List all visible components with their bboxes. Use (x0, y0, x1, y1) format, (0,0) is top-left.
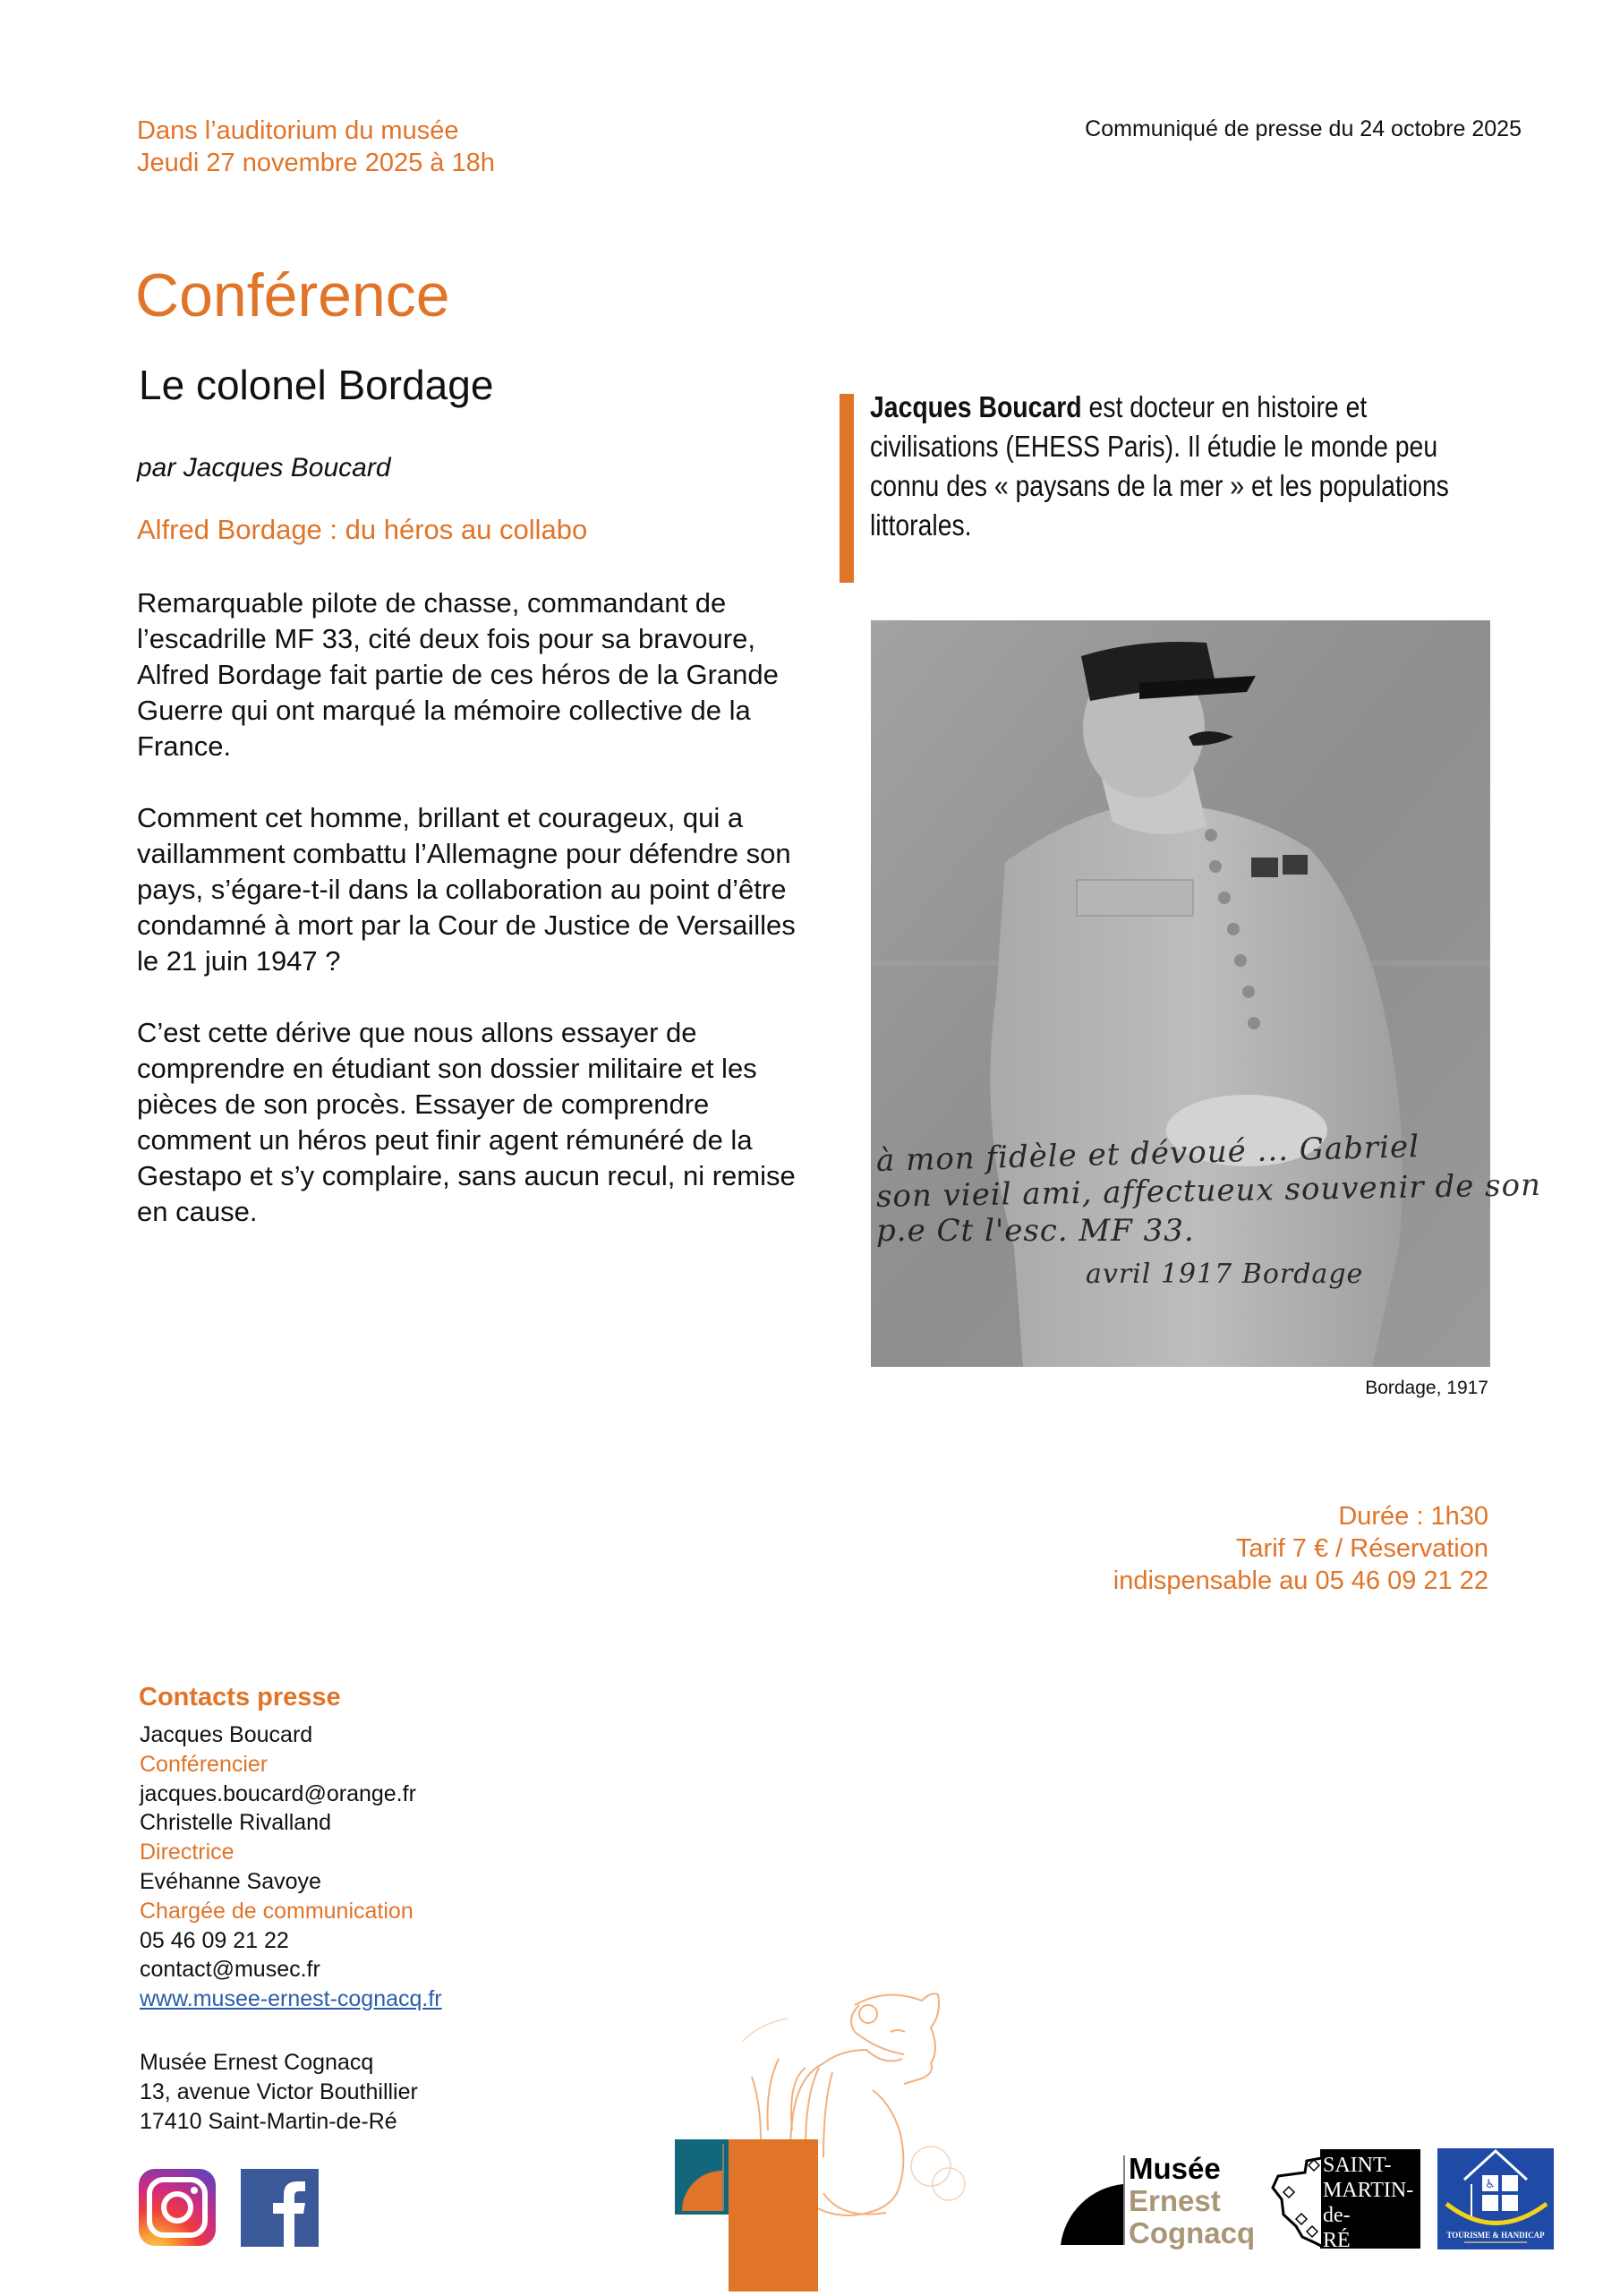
contact-role: Directrice (140, 1839, 234, 1865)
logo-word: de- (1323, 2204, 1351, 2227)
logo-word: SAINT- (1323, 2154, 1392, 2177)
logo-musee-ernest-cognacq (1059, 2147, 1256, 2249)
contacts-list (140, 1720, 442, 2014)
contact-email[interactable]: contact@musec.fr (140, 1957, 320, 1983)
monkey-drawing-emblem (662, 1978, 1002, 2292)
logo-tourisme-handicap (1437, 2148, 1554, 2249)
logo-word: MARTIN- (1323, 2179, 1414, 2202)
body-text (137, 585, 799, 1266)
svg-text:♿: ♿ (1485, 2178, 1496, 2191)
logo-tourisme-text: TOURISME & HANDICAP (1446, 2231, 1545, 2240)
bio-accent-bar (840, 394, 854, 583)
facebook-glyph (241, 2169, 319, 2247)
photo-inscription-line: p.e Ct l'esc. MF 33. (876, 1213, 1195, 1249)
speaker-line: par Jacques Boucard (137, 453, 391, 482)
booking-phone: indispensable au 05 46 09 21 22 (1113, 1566, 1488, 1595)
address-line: 13, avenue Victor Bouthillier (140, 2078, 418, 2104)
logo-stmartin-mark (1271, 2147, 1423, 2250)
logo-tourisme-mark (1437, 2148, 1554, 2249)
paragraph: Comment cet homme, brillant et courageux, qui a vaillamment combattu l’Allemagne pour défendre son pays, s’égare-t-il dans la collaboration au point d’être condamné à mort par la Cour de Justice de Versailles le 21 juin 1947 ? (137, 802, 796, 977)
venue-line: Dans l’auditorium du musée (137, 116, 459, 145)
address-line: Musée Ernest Cognacq (140, 2050, 374, 2075)
date-line: Jeudi 27 novembre 2025 à 18h (137, 149, 495, 177)
contact-name: Jacques Boucard (140, 1722, 313, 1747)
contact-phone: 05 46 09 21 22 (140, 1927, 289, 1953)
paragraph: Remarquable pilote de chasse, commandant de l’escadrille MF 33, cité deux fois pour sa bravoure, Alfred Bordage fait partie de ces héros de la Grande Guerre qui ont marqué la mémoire collective de la France. (137, 587, 779, 762)
logo-saint-martin-de-re (1271, 2147, 1423, 2250)
contact-role: Conférencier (140, 1751, 269, 1777)
logo-word: Musée (1129, 2152, 1221, 2185)
practical-info (1113, 1500, 1488, 1597)
event-category: Conférence (135, 261, 450, 329)
paragraph: C’est cette dérive que nous allons essayer de comprendre en étudiant son dossier militaire et les pièces de son procès. Essayer de comprendre comment un héros peut finir agent rémunéré de la Gestapo et s’y complaire, sans aucun recul, ni remise en cause. (137, 1017, 796, 1227)
logo-word: RÉ (1323, 2229, 1351, 2252)
price: Tarif 7 € / Réservation (1235, 1534, 1488, 1563)
logo-word: Cognacq (1129, 2216, 1256, 2249)
duration: Durée : 1h30 (1338, 1502, 1488, 1531)
contact-name: Christelle Rivalland (140, 1810, 331, 1836)
museum-address (140, 2048, 418, 2136)
photo-inscription-line: son vieil ami, affectueux souvenir de son (875, 1167, 1542, 1215)
venue-info (137, 115, 495, 179)
instagram-glyph (139, 2169, 216, 2246)
bio-text: est docteur en histoire et civilisations (EHESS Paris). Il étudie le monde peu connu des « paysans de la mer » et les populations littorales. (870, 390, 1449, 542)
facebook-icon[interactable] (241, 2169, 319, 2247)
portrait-illustration (871, 620, 1490, 1367)
photo-inscription-line: à mon fidèle et dévoué ... Gabriel (875, 1129, 1420, 1179)
photo-caption: Bordage, 1917 (1365, 1378, 1488, 1398)
logo-word: Ernest (1129, 2184, 1221, 2217)
photo-inscription-signature: avril 1917 Bordage (1086, 1259, 1364, 1290)
website-link[interactable]: www.musee-ernest-cognacq.fr (140, 1986, 442, 2012)
bio-name: Jacques Boucard (870, 390, 1082, 423)
event-subtitle: Alfred Bordage : du héros au collabo (137, 514, 588, 545)
portrait-photo (871, 620, 1542, 1367)
contact-name: Evéhanne Savoye (140, 1868, 321, 1894)
contact-role: Chargée de communication (140, 1898, 414, 1924)
press-release-date: Communiqué de presse du 24 octobre 2025 (1085, 116, 1522, 141)
logo-musee-mark (1059, 2147, 1256, 2249)
event-title: Le colonel Bordage (139, 362, 494, 408)
contacts-heading: Contacts presse (139, 1683, 341, 1711)
address-line: 17410 Saint-Martin-de-Ré (140, 2108, 397, 2134)
museum-emblem (662, 1978, 1002, 2292)
instagram-icon[interactable] (139, 2169, 216, 2246)
speaker-bio (870, 388, 1494, 545)
contact-email[interactable]: jacques.boucard@orange.fr (140, 1780, 416, 1806)
